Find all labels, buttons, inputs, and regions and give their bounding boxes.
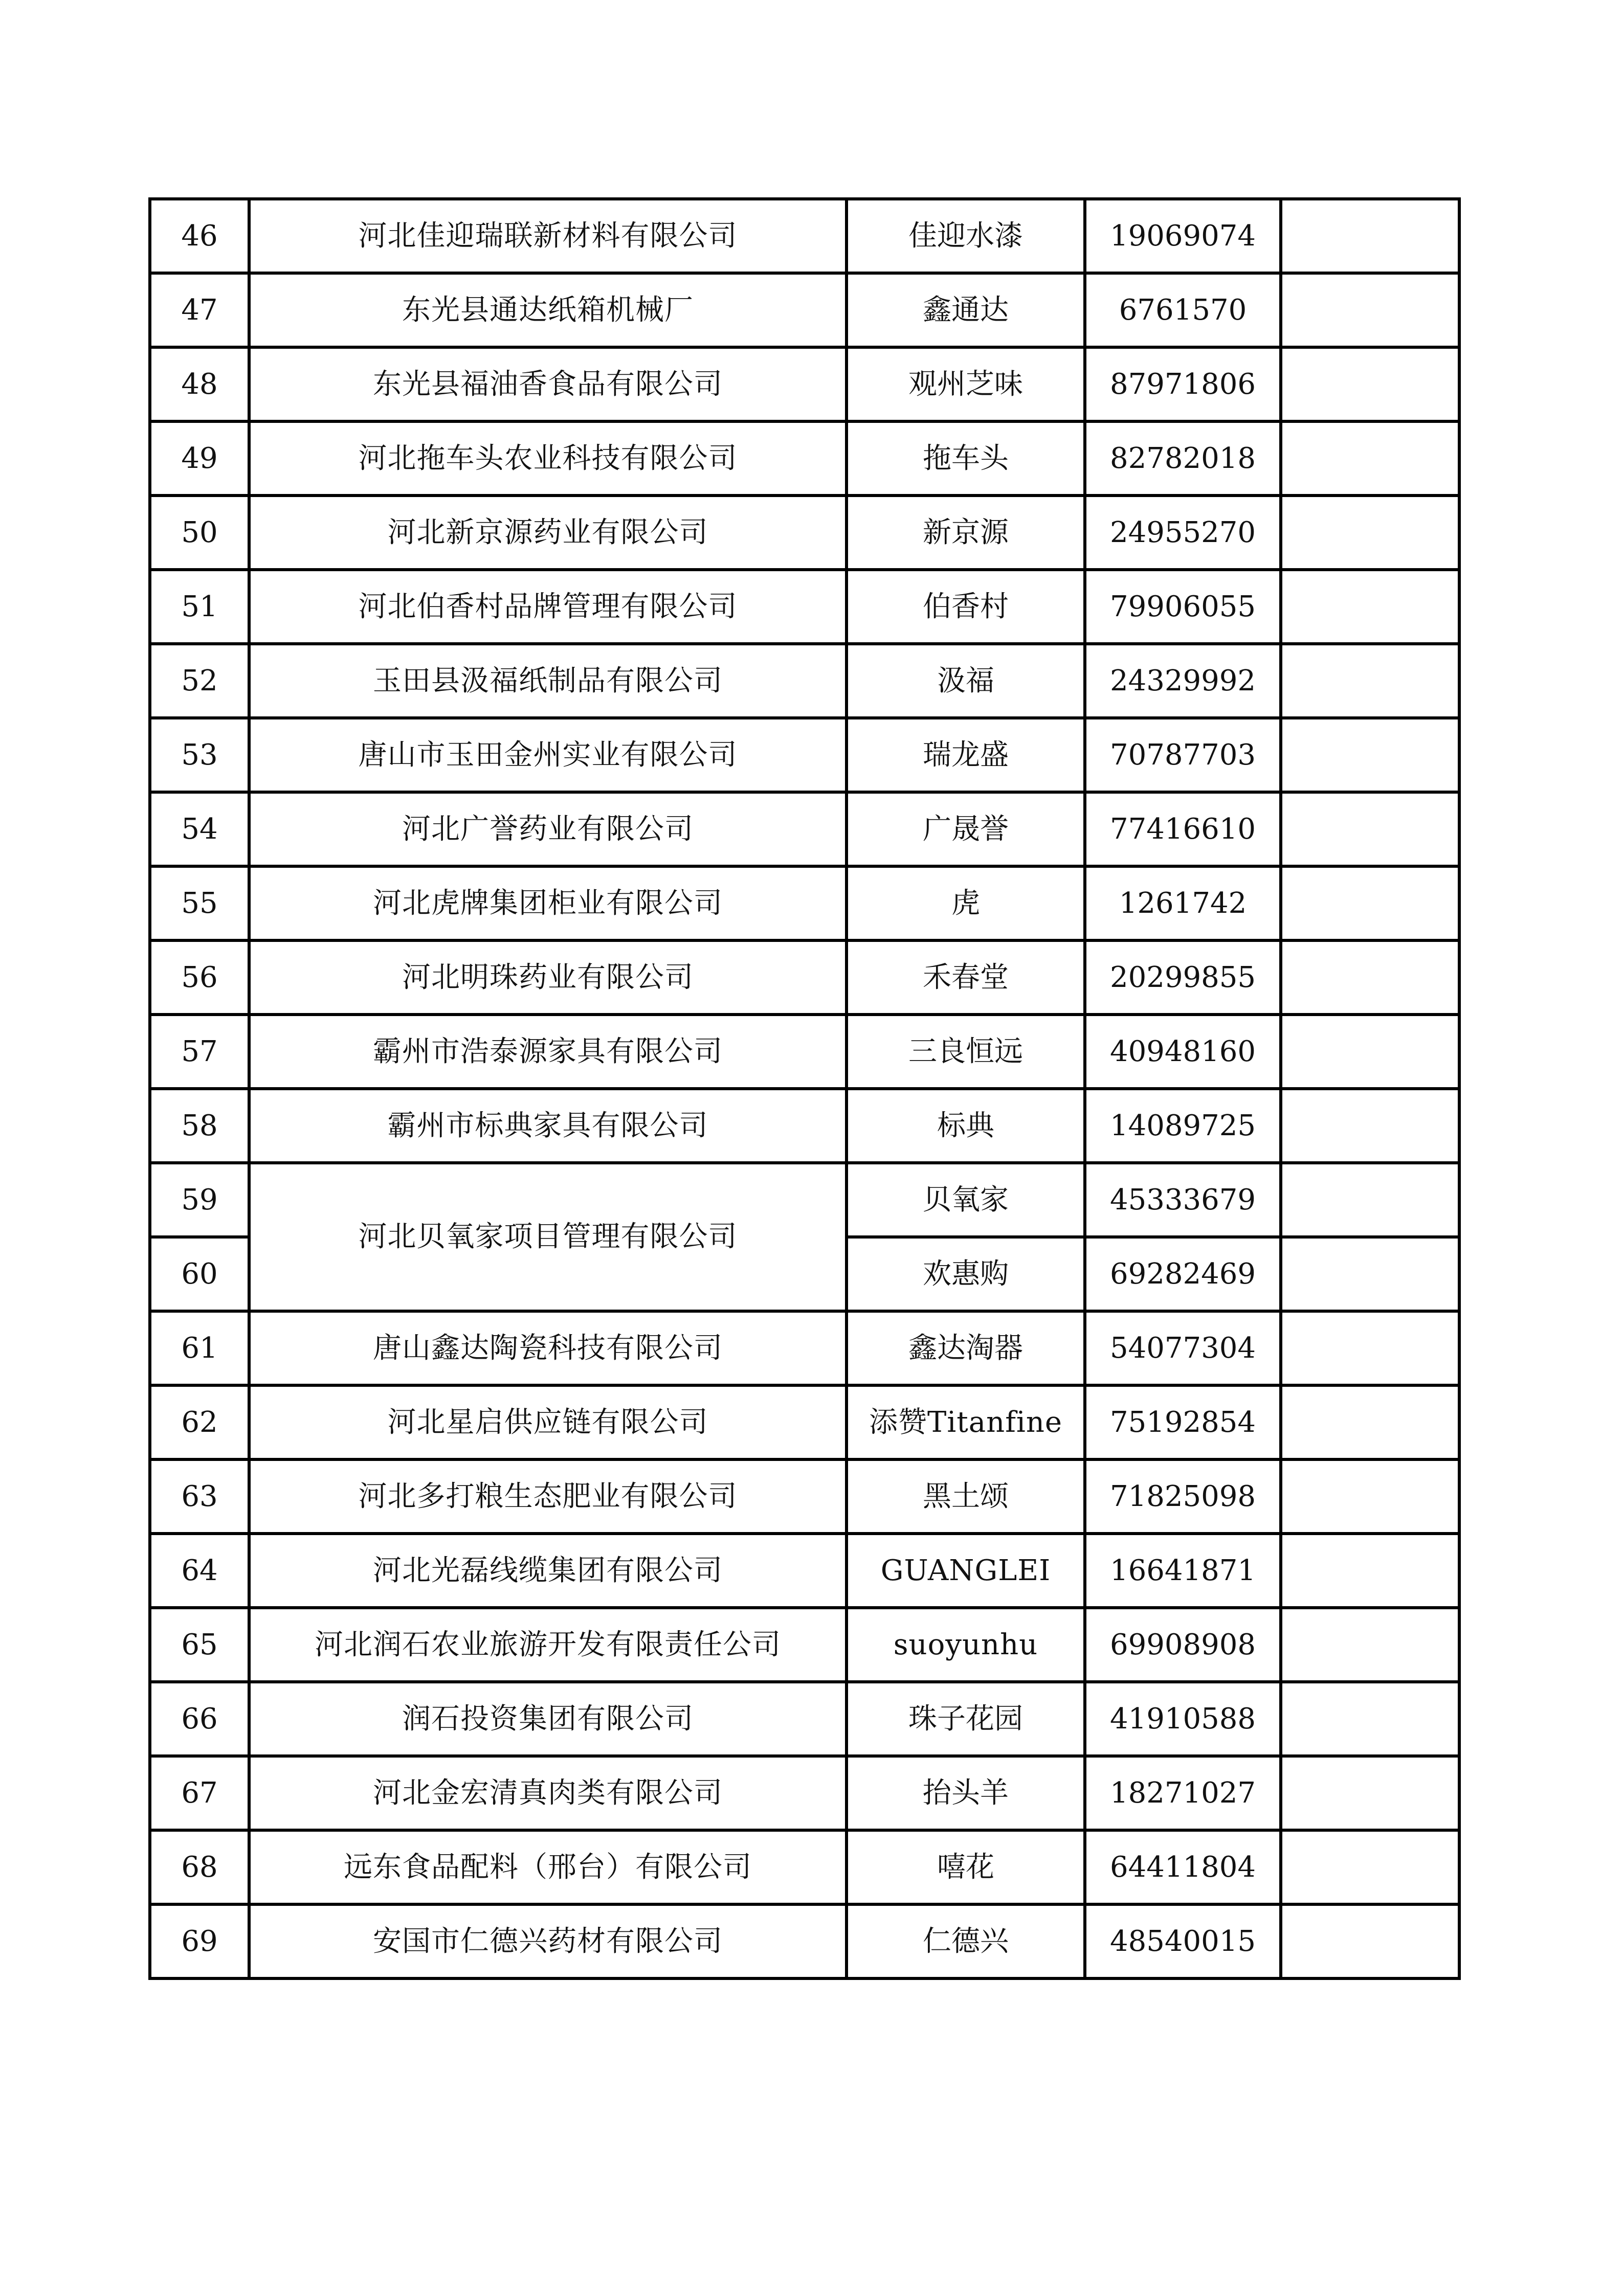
row-number: 59 (150, 1163, 249, 1237)
registration-number: 19069074 (1085, 199, 1281, 273)
company-name: 河北新京源药业有限公司 (249, 496, 847, 570)
registration-number: 45333679 (1085, 1163, 1281, 1237)
row-number: 69 (150, 1904, 249, 1978)
remarks-cell (1281, 1089, 1459, 1163)
table-row (150, 1682, 1459, 1756)
company-name: 霸州市标典家具有限公司 (249, 1089, 847, 1163)
table-row (150, 1385, 1459, 1459)
trademark-name: 添赞Titanfine (847, 1385, 1085, 1459)
registration-number: 1261742 (1085, 866, 1281, 940)
row-number: 46 (150, 199, 249, 273)
company-name: 唐山市玉田金州实业有限公司 (249, 718, 847, 792)
company-name: 河北广誉药业有限公司 (249, 792, 847, 866)
company-name: 东光县通达纸箱机械厂 (249, 273, 847, 347)
trademark-name: 新京源 (847, 496, 1085, 570)
remarks-cell (1281, 1608, 1459, 1682)
company-name: 河北贝氧家项目管理有限公司 (249, 1163, 847, 1311)
table-row (150, 496, 1459, 570)
registration-number: 20299855 (1085, 940, 1281, 1015)
trademark-name: 禾春堂 (847, 940, 1085, 1015)
table-row (150, 347, 1459, 421)
table-row (150, 1089, 1459, 1163)
row-number: 67 (150, 1756, 249, 1830)
row-number: 52 (150, 644, 249, 718)
trademark-name: 鑫通达 (847, 273, 1085, 347)
table-row (150, 1534, 1459, 1608)
table-row (150, 1163, 1459, 1237)
company-name: 河北星启供应链有限公司 (249, 1385, 847, 1459)
registration-number: 71825098 (1085, 1459, 1281, 1534)
row-number: 56 (150, 940, 249, 1015)
table-row (150, 940, 1459, 1015)
remarks-cell (1281, 1459, 1459, 1534)
trademark-name: 佳迎水漆 (847, 199, 1085, 273)
table-row (150, 1830, 1459, 1904)
trademark-name: 贝氧家 (847, 1163, 1085, 1237)
company-name: 润石投资集团有限公司 (249, 1682, 847, 1756)
remarks-cell (1281, 940, 1459, 1015)
remarks-cell (1281, 1237, 1459, 1311)
remarks-cell (1281, 273, 1459, 347)
remarks-cell (1281, 421, 1459, 496)
remarks-cell (1281, 866, 1459, 940)
company-name: 安国市仁德兴药材有限公司 (249, 1904, 847, 1978)
trademark-name: 嘻花 (847, 1830, 1085, 1904)
row-number: 68 (150, 1830, 249, 1904)
remarks-cell (1281, 496, 1459, 570)
company-name: 唐山鑫达陶瓷科技有限公司 (249, 1311, 847, 1385)
registration-number: 64411804 (1085, 1830, 1281, 1904)
table-row (150, 1015, 1459, 1089)
row-number: 65 (150, 1608, 249, 1682)
row-number: 63 (150, 1459, 249, 1534)
company-name: 河北虎牌集团柜业有限公司 (249, 866, 847, 940)
trademark-name: 标典 (847, 1089, 1085, 1163)
registration-number: 54077304 (1085, 1311, 1281, 1385)
company-name: 河北伯香村品牌管理有限公司 (249, 570, 847, 644)
row-number: 57 (150, 1015, 249, 1089)
trademark-name: 抬头羊 (847, 1756, 1085, 1830)
company-name: 玉田县汲福纸制品有限公司 (249, 644, 847, 718)
table-row (150, 644, 1459, 718)
trademark-name: 拖车头 (847, 421, 1085, 496)
company-name: 河北光磊线缆集团有限公司 (249, 1534, 847, 1608)
table-row (150, 1904, 1459, 1978)
registration-number: 69282469 (1085, 1237, 1281, 1311)
table-row (150, 1311, 1459, 1385)
trademark-name: 珠子花园 (847, 1682, 1085, 1756)
company-name: 霸州市浩泰源家具有限公司 (249, 1015, 847, 1089)
remarks-cell (1281, 792, 1459, 866)
table-row (150, 1756, 1459, 1830)
table-row (150, 273, 1459, 347)
registration-number: 77416610 (1085, 792, 1281, 866)
registration-number: 41910588 (1085, 1682, 1281, 1756)
remarks-cell (1281, 199, 1459, 273)
trademark-name: 仁德兴 (847, 1904, 1085, 1978)
row-number: 64 (150, 1534, 249, 1608)
trademark-name: 汲福 (847, 644, 1085, 718)
registration-number: 79906055 (1085, 570, 1281, 644)
table-row (150, 718, 1459, 792)
remarks-cell (1281, 1311, 1459, 1385)
registration-number: 14089725 (1085, 1089, 1281, 1163)
trademark-name: GUANGLEI (847, 1534, 1085, 1608)
trademark-name: 鑫达淘器 (847, 1311, 1085, 1385)
company-name: 河北润石农业旅游开发有限责任公司 (249, 1608, 847, 1682)
trademark-name: 欢惠购 (847, 1237, 1085, 1311)
company-name: 河北拖车头农业科技有限公司 (249, 421, 847, 496)
row-number: 51 (150, 570, 249, 644)
row-number: 50 (150, 496, 249, 570)
row-number: 61 (150, 1311, 249, 1385)
trademark-name: 黑土颂 (847, 1459, 1085, 1534)
remarks-cell (1281, 1163, 1459, 1237)
registration-number: 40948160 (1085, 1015, 1281, 1089)
trademark-name: suoyunhu (847, 1608, 1085, 1682)
company-name: 河北金宏清真肉类有限公司 (249, 1756, 847, 1830)
registration-number: 70787703 (1085, 718, 1281, 792)
remarks-cell (1281, 1385, 1459, 1459)
registration-number: 24329992 (1085, 644, 1281, 718)
registration-number: 75192854 (1085, 1385, 1281, 1459)
row-number: 55 (150, 866, 249, 940)
trademark-name: 观州芝味 (847, 347, 1085, 421)
registration-number: 69908908 (1085, 1608, 1281, 1682)
remarks-cell (1281, 1830, 1459, 1904)
row-number: 60 (150, 1237, 249, 1311)
table-row (150, 866, 1459, 940)
remarks-cell (1281, 644, 1459, 718)
remarks-cell (1281, 718, 1459, 792)
registration-number: 82782018 (1085, 421, 1281, 496)
remarks-cell (1281, 570, 1459, 644)
registration-number: 24955270 (1085, 496, 1281, 570)
row-number: 62 (150, 1385, 249, 1459)
table-row (150, 792, 1459, 866)
registration-number: 6761570 (1085, 273, 1281, 347)
remarks-cell (1281, 347, 1459, 421)
row-number: 58 (150, 1089, 249, 1163)
remarks-cell (1281, 1756, 1459, 1830)
registration-number: 18271027 (1085, 1756, 1281, 1830)
trademark-name: 瑞龙盛 (847, 718, 1085, 792)
row-number: 54 (150, 792, 249, 866)
trademark-name: 广晟誉 (847, 792, 1085, 866)
table-row (150, 1608, 1459, 1682)
table-row (150, 421, 1459, 496)
row-number: 66 (150, 1682, 249, 1756)
registration-number: 48540015 (1085, 1904, 1281, 1978)
remarks-cell (1281, 1534, 1459, 1608)
row-number: 49 (150, 421, 249, 496)
company-name: 河北佳迎瑞联新材料有限公司 (249, 199, 847, 273)
row-number: 48 (150, 347, 249, 421)
company-name: 河北明珠药业有限公司 (249, 940, 847, 1015)
table-row (150, 1459, 1459, 1534)
trademark-table (148, 197, 1461, 1980)
trademark-name: 三良恒远 (847, 1015, 1085, 1089)
table-row (150, 199, 1459, 273)
registration-number: 87971806 (1085, 347, 1281, 421)
row-number: 47 (150, 273, 249, 347)
company-name: 远东食品配料（邢台）有限公司 (249, 1830, 847, 1904)
company-name: 河北多打粮生态肥业有限公司 (249, 1459, 847, 1534)
trademark-name: 虎 (847, 866, 1085, 940)
registration-number: 16641871 (1085, 1534, 1281, 1608)
remarks-cell (1281, 1682, 1459, 1756)
table-row (150, 570, 1459, 644)
remarks-cell (1281, 1904, 1459, 1978)
company-name: 东光县福油香食品有限公司 (249, 347, 847, 421)
row-number: 53 (150, 718, 249, 792)
remarks-cell (1281, 1015, 1459, 1089)
trademark-name: 伯香村 (847, 570, 1085, 644)
